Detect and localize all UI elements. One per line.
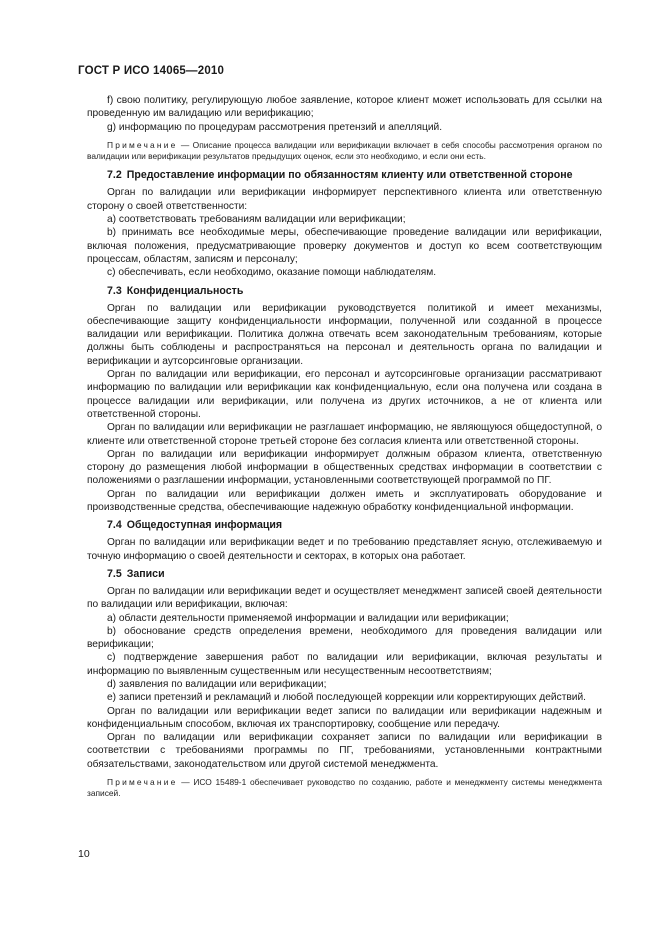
paragraph: Орган по валидации или верификации информирует перспективного клиента или ответственную сторону о своей ответственности: xyxy=(87,187,602,212)
section-number: 7.4 xyxy=(107,519,122,532)
section-7-5-heading xyxy=(87,567,602,581)
section-number: 7.5 xyxy=(107,567,122,580)
section-title: Общедоступная информация xyxy=(126,519,283,532)
document-header: ГОСТ Р ИСО 14065—2010 xyxy=(78,65,225,77)
section-7-2-heading xyxy=(87,168,602,182)
list-item-c: c) подтверждение завершения работ по валидации или верификации, включая результаты и информацию по выявленным существенным или несущественным несоответствиям; xyxy=(87,652,602,677)
note-label: Примечание xyxy=(107,777,178,788)
section-number: 7.3 xyxy=(107,284,122,297)
note-1 xyxy=(87,140,602,163)
paragraph: Орган по валидации или верификации не разглашает информацию, не являющуюся общедоступной, о клиенте или ответственной стороне третьей стороне без согласия клиента или ответственной стороны. xyxy=(87,422,602,447)
page-number: 10 xyxy=(78,848,90,860)
paragraph: Орган по валидации или верификации должен иметь и эксплуатировать оборудование и производственные средства, обеспечивающие надежную обработку конфиденциальной информации. xyxy=(87,488,602,514)
section-7-3-heading xyxy=(87,284,602,298)
paragraph: Орган по валидации или верификации ведет и по требованию представляет ясную, отслеживаемую и точную информацию о своей деятельности и секторах, в которых она работает. xyxy=(87,537,602,562)
paragraph: Орган по валидации или верификации ведет и осуществляет менеджмент записей своей деятельности по валидации или верификации, включая: xyxy=(87,585,602,611)
list-item-d: d) заявления по валидации или верификации; xyxy=(107,678,327,690)
paragraph: Орган по валидации или верификации сохраняет записи по валидации или верификации в соответствии с требованиями программы по ПГ, требованиями, установленными контрактными обязательствами, законодательством или другой системой менеджмента. xyxy=(87,732,602,770)
paragraph: Орган по валидации или верификации, его персонал и аутсорсинговые организации рассматривают информацию по валидации или верификации как конфиденциальную, если она получена или создана в процессе валидации или верификации, или получена из других источников, а не от клиента или ответственной стороны. xyxy=(87,369,602,420)
section-title: Конфиденциальность xyxy=(126,284,244,297)
list-item-e: e) записи претензий и рекламаций и любой последующей коррекции или корректирующих действий. xyxy=(107,692,586,704)
list-item-a: a) соответствовать требованиям валидации или верификации; xyxy=(107,214,406,226)
list-item-b: b) принимать все необходимые меры, обеспечивающие проведение валидации или верификации, включая положения, предусматривающие проверку документов и доступ ко всем соответствующим процессам, областям, записям и персоналу; xyxy=(87,227,602,265)
note-text: — ИСО 15489-1 обеспечивает руководство по созданию, работе и менеджменту системы менеджмента записей. xyxy=(87,777,602,799)
section-7-4-heading xyxy=(87,518,602,532)
list-item-c: c) обеспечивать, если необходимо, оказание помощи наблюдателям. xyxy=(107,267,437,279)
section-title: Предоставление информации по обязанностям клиенту или ответственной стороне xyxy=(126,169,573,182)
paragraph: Орган по валидации или верификации ведет записи по валидации или верификации надежным и конфиденциальным способом, включая их транспортировку, сообщение или передачу. xyxy=(87,705,602,730)
paragraph: Орган по валидации или верификации информирует должным образом клиента, ответственную сторону до размещения любой информации в общественных средствах информации в соответствии с положениями о разглашении информации, установленными соответствующей программой по ПГ. xyxy=(87,448,602,487)
note-2 xyxy=(87,777,602,800)
list-item-a: a) области деятельности применяемой информации и валидации или верификации; xyxy=(107,612,509,624)
document-body xyxy=(87,94,602,806)
paragraph: Орган по валидации или верификации руководствуется политикой и имеет механизмы, обеспечивающие защиту конфиденциальности информации, полученной или созданной в процессе валидации или верификации. Политика должна отвечать всем законодательным требованиям, которые должны быть соблюдены и распространяться на персонал и деятельность органа по валидации и верификации и аутсорсинговые организации. xyxy=(87,302,602,367)
list-item-f: f) свою политику, регулирующую любое заявление, которое клиент может использовать для ссылки на проведенную им валидацию или верификацию; xyxy=(87,95,602,120)
note-label: Примечание xyxy=(107,139,178,150)
note-text: — Описание процесса валидации или верификации включает в себя способы рассмотрения органом по валидации или верификации результатов предыдущих оценок, если это необходимо, и если они есть. xyxy=(87,139,602,162)
list-item-g: g) информацию по процедурам рассмотрения претензий и апелляций. xyxy=(107,121,443,133)
section-title: Записи xyxy=(126,567,165,580)
section-number: 7.2 xyxy=(107,169,122,182)
list-item-b: b) обоснование средств определения времени, необходимого для проведения валидации или верификации; xyxy=(87,625,602,651)
